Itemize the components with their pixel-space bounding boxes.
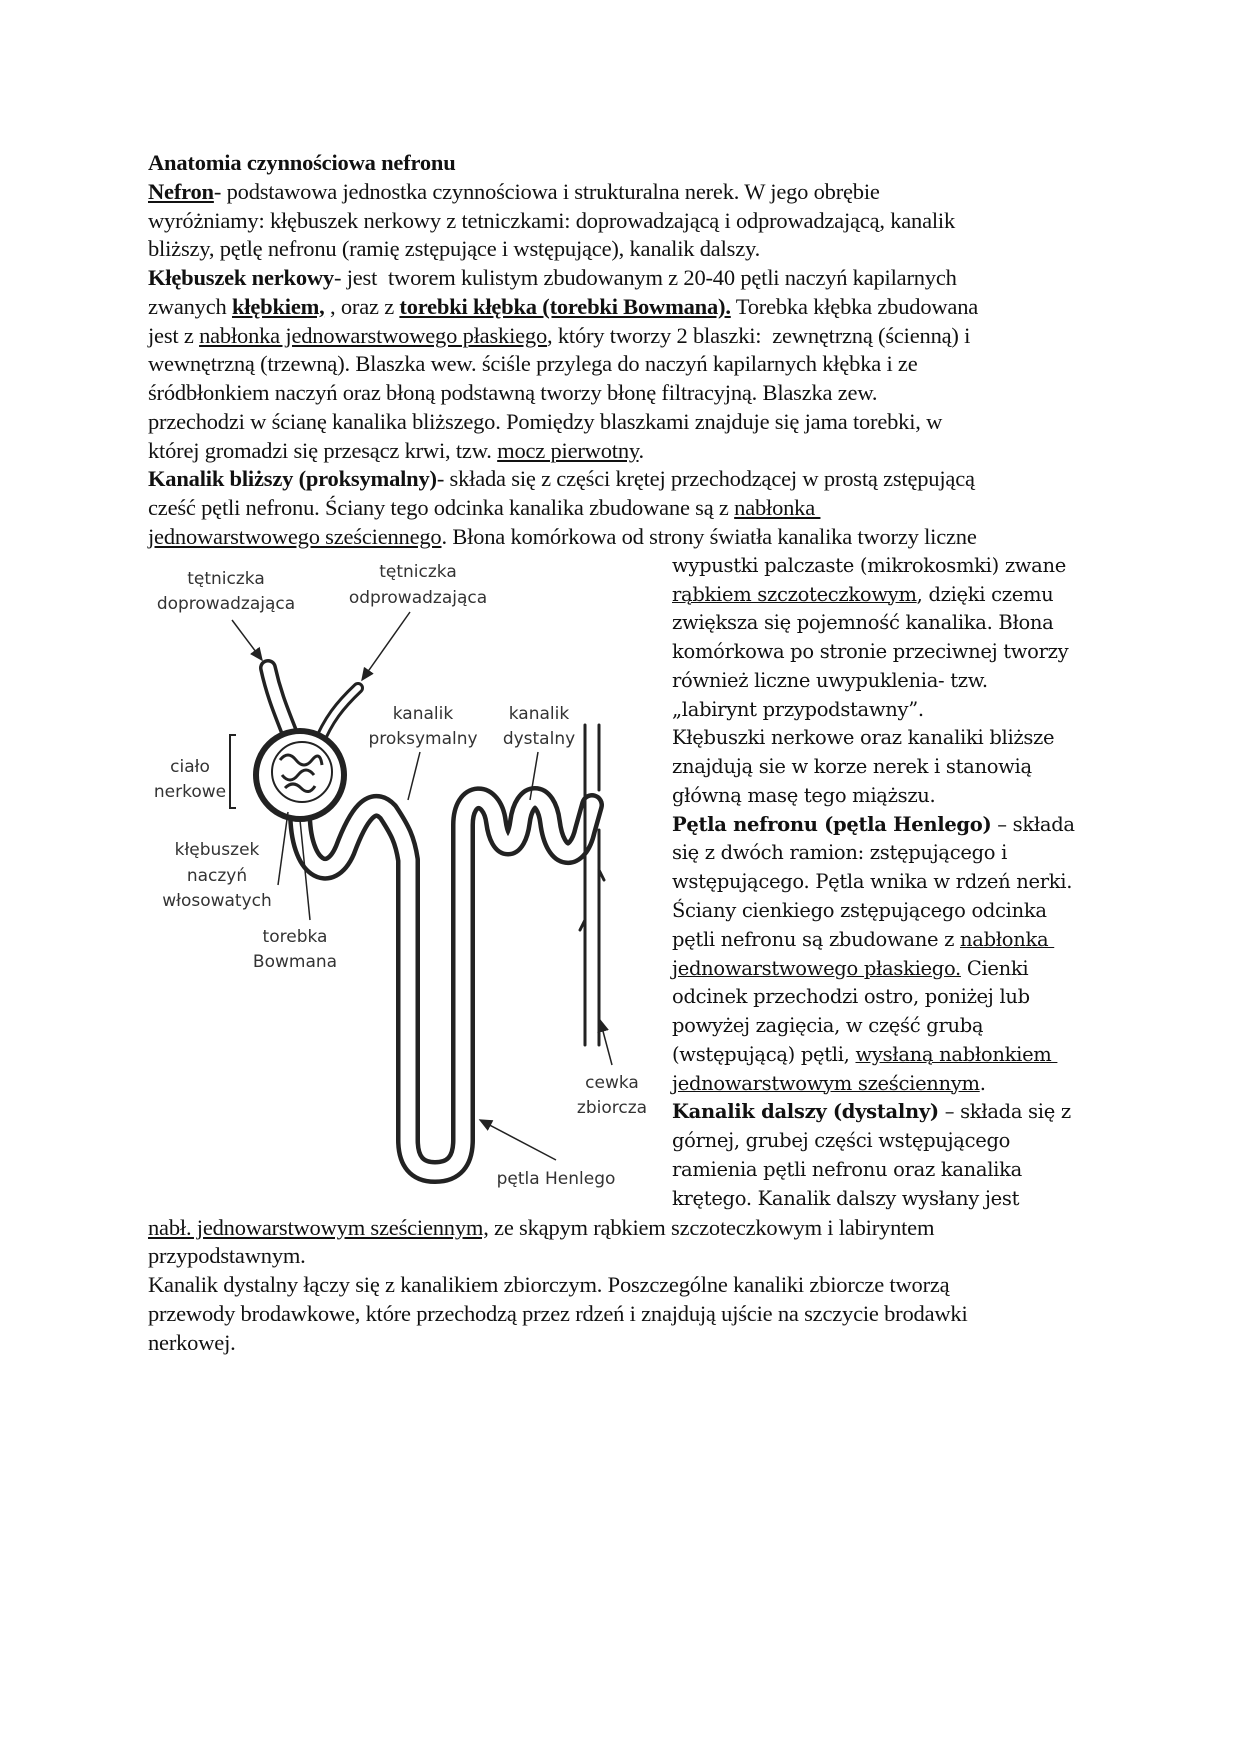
text-line bbox=[672, 581, 1075, 610]
text-segment: cześć pętli nefronu. Ściany tego odcinka kanalika zbudowane są z bbox=[148, 495, 735, 521]
text-line bbox=[672, 1012, 1075, 1041]
text-segment: , dzięki czemu bbox=[916, 582, 1054, 606]
text-line bbox=[672, 609, 1075, 638]
text-segment: jest z bbox=[148, 322, 200, 348]
text-segment: pętli nefronu są zbudowane z bbox=[672, 927, 960, 951]
label-distal-2: dystalny bbox=[502, 729, 576, 749]
text-segment: , oraz z bbox=[324, 293, 400, 319]
text-line bbox=[672, 897, 1075, 926]
text-line bbox=[672, 1156, 1075, 1185]
text-line bbox=[148, 293, 978, 322]
text-line bbox=[672, 839, 1075, 868]
label-afferent-1: tętniczka bbox=[187, 569, 265, 589]
label-efferent-2: odprowadzająca bbox=[348, 588, 488, 608]
emphasized-text: rąbkiem szczoteczkowym bbox=[672, 582, 917, 606]
text-segment: komórkowa po stronie przeciwnej tworzy bbox=[672, 640, 1069, 664]
text-segment: bliższy, pętlę nefronu (ramię zstępujące i wstępujące), kanalik dalszy. bbox=[148, 236, 760, 262]
text-segment: główną masę tego miąższu. bbox=[672, 783, 936, 807]
label-renal-body-2: nerkowe bbox=[153, 782, 227, 802]
text-segment: - składa się z części krętej przechodzącej w prostą zstępującą bbox=[436, 466, 975, 492]
text-line bbox=[672, 868, 1075, 897]
text-segment: śródbłonkiem naczyń oraz błoną podstawną tworzy błonę filtracyjną. Blaszka zew. bbox=[148, 380, 878, 406]
text-segment: górnej, grubej części wstępującego bbox=[672, 1129, 1011, 1153]
emphasized-text: nabłonka jednowarstwowego płaskiego bbox=[199, 322, 548, 348]
text-segment: również liczne uwypuklenia- tzw. bbox=[672, 668, 988, 692]
text-segment: . bbox=[638, 437, 644, 463]
renal-corpuscle bbox=[230, 731, 344, 819]
text-segment: wewnętrzną (trzewną). Blaszka wew. ściśle przylega do naczyń kapilarnych kłębka i ze bbox=[148, 351, 918, 377]
emphasized-text: nabł. jednowarstwowym sześciennym, bbox=[148, 1214, 489, 1240]
text-line bbox=[148, 264, 978, 293]
text-line bbox=[672, 724, 1075, 753]
text-line bbox=[672, 638, 1075, 667]
text-segment: zwanych bbox=[148, 293, 232, 319]
text-line bbox=[672, 753, 1075, 782]
text-line bbox=[672, 667, 1075, 696]
label-glomerulus-2: naczyń bbox=[186, 866, 248, 886]
text-line bbox=[672, 552, 1075, 581]
text-segment: ramienia pętli nefronu oraz kanalika bbox=[672, 1157, 1022, 1181]
top-text bbox=[148, 149, 978, 552]
emphasized-text: nabłonka bbox=[734, 495, 821, 521]
text-segment: której gromadzi się przesącz krwi, tzw. bbox=[148, 437, 498, 463]
text-segment: Kanalik dystalny łączy się z kanalikiem zbiorczym. Poszczególne kanaliki zbiorcze tworzą bbox=[148, 1272, 950, 1298]
emphasized-text: Nefron bbox=[148, 178, 214, 204]
text-line bbox=[148, 322, 978, 351]
label-collecting-1: cewka bbox=[585, 1073, 639, 1093]
text-segment: przypodstawnym. bbox=[148, 1243, 306, 1269]
label-glomerulus-3: włosowatych bbox=[162, 891, 272, 911]
text-line bbox=[148, 465, 978, 494]
text-segment: (wstępującą) pętli, bbox=[672, 1042, 856, 1066]
text-line bbox=[672, 1098, 1075, 1127]
text-line bbox=[672, 782, 1075, 811]
text-line bbox=[672, 1041, 1075, 1070]
text-segment: przechodzi w ścianę kanalika bliższego. Pomiędzy blaszkami znajduje się jama torebki, w bbox=[148, 408, 943, 434]
label-proximal-1: kanalik bbox=[392, 704, 454, 724]
emphasized-text: Kłębuszek nerkowy bbox=[148, 265, 334, 291]
text-segment: ze skąpym rąbkiem szczoteczkowym i labiryntem bbox=[488, 1214, 935, 1240]
right-column-text bbox=[672, 552, 1075, 1214]
text-segment: wyróżniamy: kłębuszek nerkowy z tetniczkami: doprowadzającą i odprowadzającą, kanalik bbox=[148, 207, 956, 233]
text-line bbox=[148, 149, 978, 178]
text-line bbox=[672, 1185, 1075, 1214]
text-line bbox=[672, 926, 1075, 955]
text-line bbox=[672, 983, 1075, 1012]
label-bowman-2: Bowmana bbox=[252, 952, 338, 972]
text-segment: przewody brodawkowe, które przechodzą przez rdzeń i znajdują ujście na szczycie brodawki bbox=[148, 1300, 968, 1326]
text-segment: - podstawowa jednostka czynnościowa i strukturalna nerek. W jego obrębie bbox=[213, 178, 880, 204]
emphasized-text: mocz pierwotny bbox=[497, 437, 639, 463]
text-segment: znajdują sie w korze nerek i stanowią bbox=[672, 755, 1032, 779]
diagram-labels bbox=[154, 562, 647, 1189]
text-segment: - jest tworem kulistym zbudowanym z 20-40 pętli naczyń kapilarnych bbox=[333, 265, 957, 291]
text-segment: wypustki palczaste (mikrokosmki) zwane bbox=[672, 553, 1067, 577]
label-renal-body-1: ciało bbox=[170, 757, 210, 777]
text-line bbox=[672, 1127, 1075, 1156]
label-arrows bbox=[232, 612, 612, 1160]
text-line bbox=[148, 207, 978, 236]
text-line bbox=[148, 523, 978, 552]
label-glomerulus-1: kłębuszek bbox=[174, 840, 260, 860]
text-segment: – składa bbox=[991, 812, 1075, 836]
text-line bbox=[672, 811, 1075, 840]
text-segment: – składa się z bbox=[938, 1100, 1071, 1124]
label-proximal-2: proksymalny bbox=[368, 729, 478, 749]
text-segment: Torebka kłębka zbudowana bbox=[730, 293, 979, 319]
emphasized-text: jednowarstwowego płaskiego. bbox=[672, 956, 961, 980]
text-line bbox=[148, 235, 978, 264]
emphasized-text: wysłaną nabłonkiem bbox=[855, 1042, 1058, 1066]
text-line bbox=[672, 696, 1075, 725]
text-line bbox=[148, 1242, 968, 1271]
text-line bbox=[148, 1214, 968, 1243]
text-segment: wstępującego. Pętla wnika w rdzeń nerki. bbox=[672, 870, 1073, 894]
text-segment: się z dwóch ramion: zstępującego i bbox=[672, 841, 1008, 865]
text-line bbox=[148, 350, 978, 379]
tubule-outline bbox=[268, 668, 604, 1172]
text-line bbox=[148, 494, 978, 523]
text-segment: powyżej zagięcia, w część grubą bbox=[672, 1014, 984, 1038]
text-line bbox=[148, 379, 978, 408]
text-line bbox=[672, 1070, 1075, 1099]
text-line bbox=[148, 1271, 968, 1300]
text-segment: „labirynt przypodstawny”. bbox=[672, 697, 924, 721]
text-segment: nerkowej. bbox=[148, 1329, 236, 1355]
emphasized-text: jednowarstwowego sześciennego bbox=[148, 523, 442, 549]
label-henle: pętla Henlego bbox=[496, 1169, 616, 1189]
text-segment: Ściany cienkiego zstępującego odcinka bbox=[672, 898, 1047, 922]
text-segment: odcinek przechodzi ostro, poniżej lub bbox=[672, 985, 1030, 1009]
text-line bbox=[148, 437, 978, 466]
text-segment: Cienki bbox=[960, 956, 1029, 980]
text-segment: . Błona komórkowa od strony światła kanalika tworzy liczne bbox=[441, 523, 977, 549]
emphasized-text: Pętla nefronu (pętla Henlego) bbox=[672, 812, 992, 836]
text-segment: . bbox=[979, 1071, 986, 1095]
emphasized-text: Anatomia czynnościowa nefronu bbox=[148, 150, 456, 175]
label-distal-1: kanalik bbox=[508, 704, 570, 724]
text-segment: krętego. Kanalik dalszy wysłany jest bbox=[672, 1186, 1020, 1210]
text-line bbox=[148, 178, 978, 207]
text-segment: zwiększa się pojemność kanalika. Błona bbox=[672, 611, 1054, 635]
label-collecting-2: zbiorcza bbox=[576, 1098, 648, 1118]
text-segment: , który tworzy 2 blaszki: zewnętrzną (ścienną) i bbox=[547, 322, 971, 348]
label-efferent-1: tętniczka bbox=[379, 562, 457, 582]
text-line bbox=[148, 408, 978, 437]
bottom-text bbox=[148, 1214, 968, 1358]
emphasized-text: jednowarstwowym sześciennym bbox=[672, 1071, 980, 1095]
emphasized-text: torebki kłębka (torebki Bowmana). bbox=[399, 293, 731, 319]
text-segment: Kłębuszki nerkowe oraz kanaliki bliższe bbox=[672, 726, 1055, 750]
emphasized-text: Kanalik dalszy (dystalny) bbox=[672, 1100, 939, 1124]
emphasized-text: kłębkiem, bbox=[231, 293, 325, 319]
label-afferent-2: doprowadzająca bbox=[156, 594, 296, 614]
emphasized-text: nabłonka bbox=[959, 927, 1055, 951]
label-bowman-1: torebka bbox=[262, 927, 328, 947]
text-line bbox=[148, 1300, 968, 1329]
text-line bbox=[672, 955, 1075, 984]
text-line bbox=[148, 1329, 968, 1358]
emphasized-text: Kanalik bliższy (proksymalny) bbox=[148, 466, 437, 492]
